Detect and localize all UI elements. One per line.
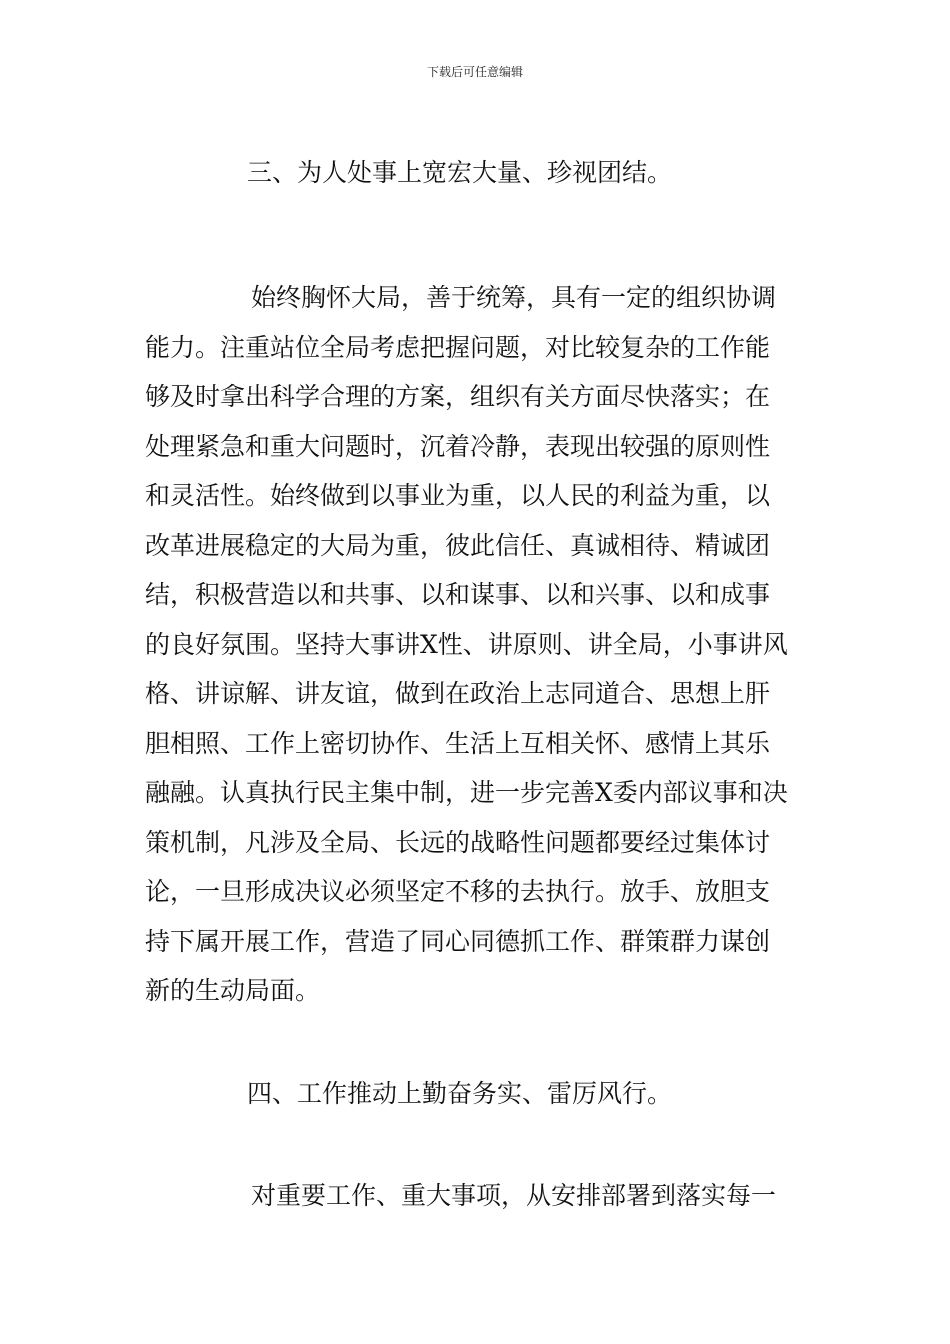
paragraph-line: 改革进展稳定的大局为重，彼此信任、真诚相待、精诚团 <box>145 530 771 560</box>
paragraph-line: 融融。认真执行民主集中制，进一步完善X委内部议事和决 <box>145 778 788 807</box>
section-3-paragraph <box>145 273 825 1016</box>
paragraph-line: 处理紧急和重大问题时，沉着冷静，表现出较强的原则性 <box>145 431 771 461</box>
paragraph-line: 胆相照、工作上密切协作、生活上互相关怀、感情上其乐 <box>145 728 771 758</box>
paragraph-line: 策机制，凡涉及全局、长远的战略性问题都要经过集体讨 <box>145 827 771 857</box>
paragraph-line: 对重要工作、重大事项，从安排部署到落实每一 <box>251 1181 777 1210</box>
page-header-note: 下载后可任意编辑 <box>426 65 523 79</box>
paragraph-line: 和灵活性。始终做到以事业为重，以人民的利益为重，以 <box>145 481 771 510</box>
paragraph-line: 够及时拿出科学合理的方案，组织有关方面尽快落实；在 <box>145 382 771 411</box>
section-heading-3: 三、为人处事上宽宏大量、珍视团结。 <box>247 158 673 187</box>
paragraph-line: 新的生动局面。 <box>145 976 321 1005</box>
section-heading-4: 四、工作推动上勤奋务实、雷厉风行。 <box>247 1079 673 1108</box>
paragraph-line: 的良好氛围。坚持大事讲X性、讲原则、讲全局，小事讲风 <box>145 629 788 659</box>
paragraph-line: 持下属开展工作，营造了同心同德抓工作、群策群力谋创 <box>145 926 771 956</box>
paragraph-line: 结，积极营造以和共事、以和谋事、以和兴事、以和成事 <box>145 580 771 609</box>
paragraph-line: 论，一旦形成决议必须坚定不移的去执行。放手、放胆支 <box>145 877 771 906</box>
paragraph-line: 格、讲谅解、讲友谊，做到在政治上志同道合、思想上肝 <box>145 679 771 708</box>
paragraph-line: 能力。注重站位全局考虑把握问题，对比较复杂的工作能 <box>145 332 771 362</box>
paragraph-line: 始终胸怀大局，善于统筹，具有一定的组织协调 <box>251 283 777 312</box>
section-4-paragraph <box>145 1171 825 1221</box>
